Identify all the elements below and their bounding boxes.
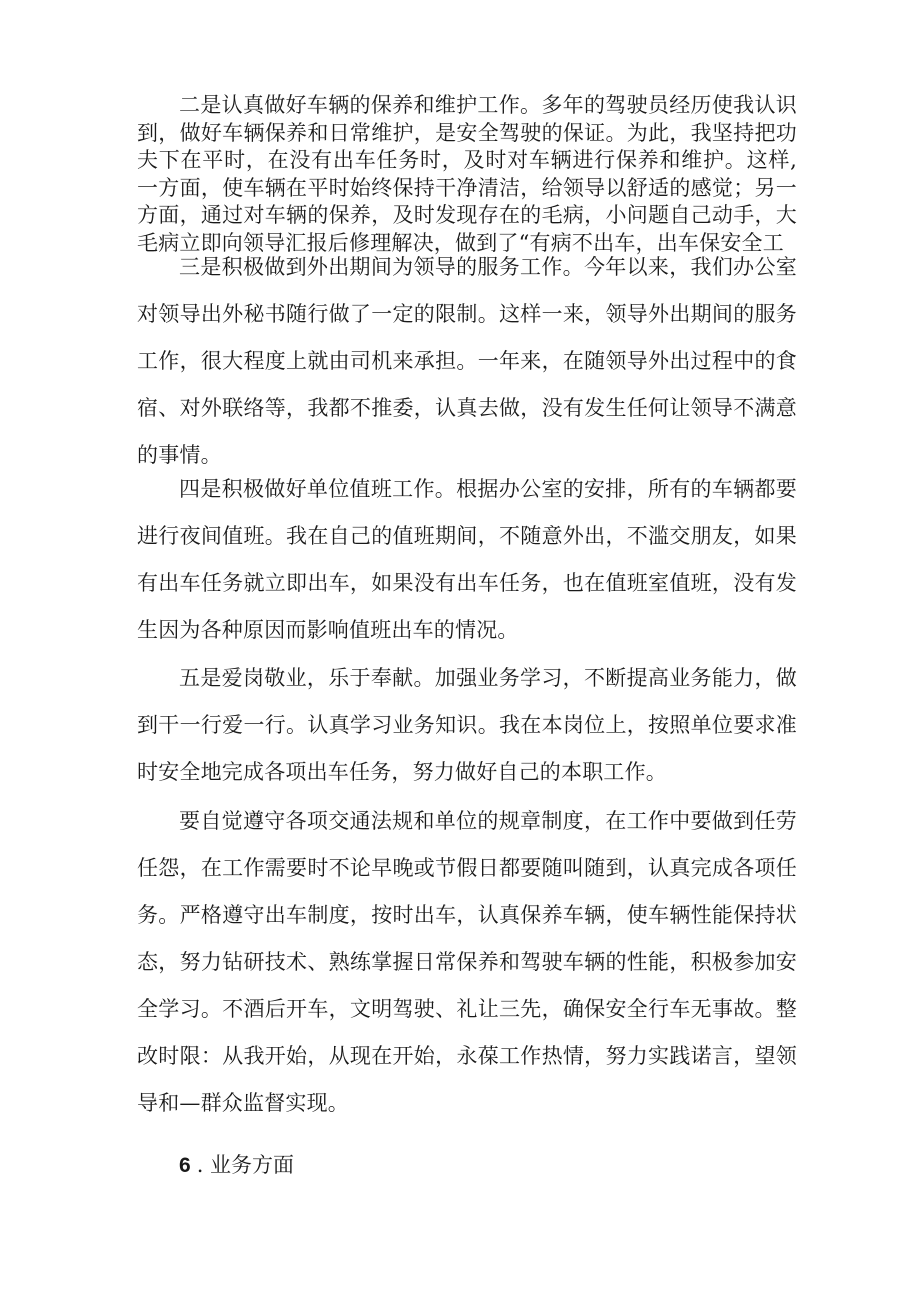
section-number: 6 <box>179 1154 191 1177</box>
paragraph-travel-service: 三是积极做到外出期间为领导的服务工作。今年以来，我们办公室对领导出外秘书随行做了一定的限制。这样一来，领导外出期间的服务工作，很大程度上就由司机来承担。一年来，在随领导外出过程中的食宿、对外联络等，我都不推委，认真去做，没有发生任何让领导不满意的事情。 <box>137 255 797 467</box>
section-heading <box>179 1150 294 1181</box>
paragraph-dedication: 五是爱岗敬业，乐于奉献。加强业务学习，不断提高业务能力，做到干一行爱一行。认真学习业务知识。我在本岗位上，按照单位要求准时安全地完成各项出车任务，努力做好自己的本职工作。 <box>137 666 797 784</box>
paragraph-vehicle-maintenance: 二是认真做好车辆的保养和维护工作。多年的驾驶员经历使我认识到，做好车辆保养和日常维护，是安全驾驶的保证。为此，我坚持把功夫下在平时，在没有出车任务时，及时对车辆进行保养和维护。这样,一方面，使车辆在平时始终保持干净清洁，给领导以舒适的感觉；另一方面，通过对车辆的保养，及时发现存在的毛病，小问题自己动手，大毛病立即向领导汇报后修理解决，做到了“有病不出车，出车保安全工 <box>137 93 797 255</box>
paragraph-duty-shift: 四是积极做好单位值班工作。根据办公室的安排，所有的车辆都要进行夜间值班。我在自己的值班期间，不随意外出，不滥交朋友，如果有出车任务就立即出车，如果没有出车任务，也在值班室值班，没有发生因为各种原因而影响值班出车的情况。 <box>137 477 797 642</box>
paragraph-regulations: 要自觉遵守各项交通法规和单位的规章制度，在工作中要做到任劳任怨，在工作需要时不论早晚或节假日都要随叫随到，认真完成各项任务。严格遵守出车制度，按时出车，认真保养车辆，使车辆性能保持状态，努力钻研技术、熟练掌握日常保养和驾驶车辆的性能，积极参加安全学习。不酒后开车，文明驾驶、礼让三先，确保安全行车无事故。整改时限：从我开始，从现在开始，永葆工作热情，努力实践诺言，望领导和—群众监督实现。 <box>137 809 797 1115</box>
section-title: . 业务方面 <box>196 1153 295 1177</box>
